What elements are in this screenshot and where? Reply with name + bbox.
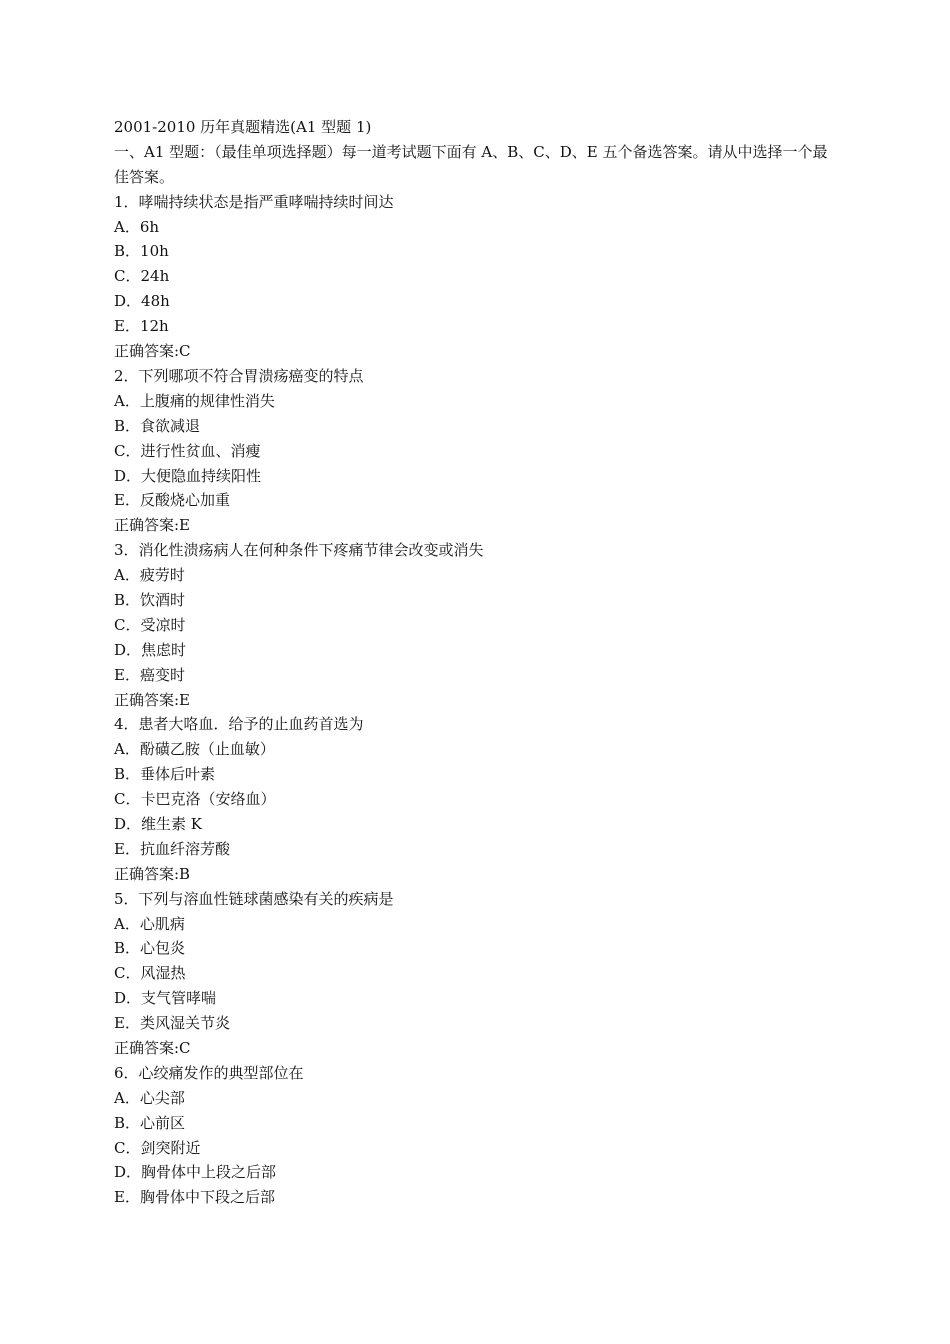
option-c: C．风湿热	[114, 964, 186, 983]
option-a: A．心肌病	[114, 914, 185, 933]
option-e: E．抗血纤溶芳酸	[114, 839, 230, 858]
question-block	[114, 1061, 840, 1210]
question-block	[114, 712, 840, 886]
option-a: A．心尖部	[114, 1088, 185, 1107]
option-a: A．酚磺乙胺（止血敏）	[114, 740, 275, 759]
question-stem: 4．患者大咯血．给予的止血药首选为	[114, 715, 364, 734]
option-d: D．胸骨体中上段之后部	[114, 1163, 277, 1182]
option-d: D．支气管哮喘	[114, 989, 217, 1008]
option-b: B．10h	[114, 242, 169, 261]
option-d: D．48h	[114, 292, 170, 311]
question-stem: 6．心绞痛发作的典型部位在	[114, 1063, 304, 1082]
option-b: B．食欲减退	[114, 416, 201, 435]
correct-answer: 正确答案:C	[114, 342, 191, 361]
question-block	[114, 190, 840, 364]
option-c: C．受凉时	[114, 615, 186, 634]
document-page	[114, 115, 840, 1210]
correct-answer: 正确答案:E	[114, 690, 191, 709]
question-stem: 3．消化性溃疡病人在何种条件下疼痛节律会改变或消失	[114, 541, 484, 560]
option-d: D．维生素 K	[114, 814, 203, 833]
section-intro: 一、A1 型题：（最佳单项选择题）每一道考试题下面有 A、B、C、D、E 五个备选答案。请从中选择一个最佳答案。	[114, 142, 828, 186]
option-d: D．焦虑时	[114, 640, 187, 659]
question-stem: 5．下列与溶血性链球菌感染有关的疾病是	[114, 889, 394, 908]
option-b: B．饮酒时	[114, 590, 186, 609]
question-block	[114, 887, 840, 1061]
correct-answer: 正确答案:C	[114, 1038, 191, 1057]
option-b: B．心包炎	[114, 939, 186, 958]
option-a: A．6h	[114, 217, 160, 236]
document-title: 2001-2010 历年真题精选(A1 型题 1)	[114, 118, 372, 136]
correct-answer: 正确答案:E	[114, 516, 191, 535]
option-c: C．进行性贫血、消瘦	[114, 441, 261, 460]
question-block	[114, 364, 840, 538]
option-d: D．大便隐血持续阳性	[114, 466, 262, 485]
option-c: C．卡巴克洛（安络血）	[114, 790, 276, 809]
option-b: B．心前区	[114, 1113, 186, 1132]
question-stem: 2．下列哪项不符合胃溃疡癌变的特点	[114, 366, 364, 385]
question-block	[114, 538, 840, 712]
correct-answer: 正确答案:B	[114, 864, 191, 883]
option-e: E．癌变时	[114, 665, 185, 684]
option-e: E．反酸烧心加重	[114, 491, 230, 510]
option-b: B．垂体后叶素	[114, 765, 216, 784]
option-a: A．疲劳时	[114, 566, 185, 585]
option-c: C．24h	[114, 267, 170, 286]
option-a: A．上腹痛的规律性消失	[114, 391, 275, 410]
option-e: E．胸骨体中下段之后部	[114, 1188, 275, 1207]
option-e: E．类风湿关节炎	[114, 1014, 230, 1033]
option-c: C．剑突附近	[114, 1138, 201, 1157]
question-stem: 1．哮喘持续状态是指严重哮喘持续时间达	[114, 192, 394, 211]
option-e: E．12h	[114, 317, 169, 336]
